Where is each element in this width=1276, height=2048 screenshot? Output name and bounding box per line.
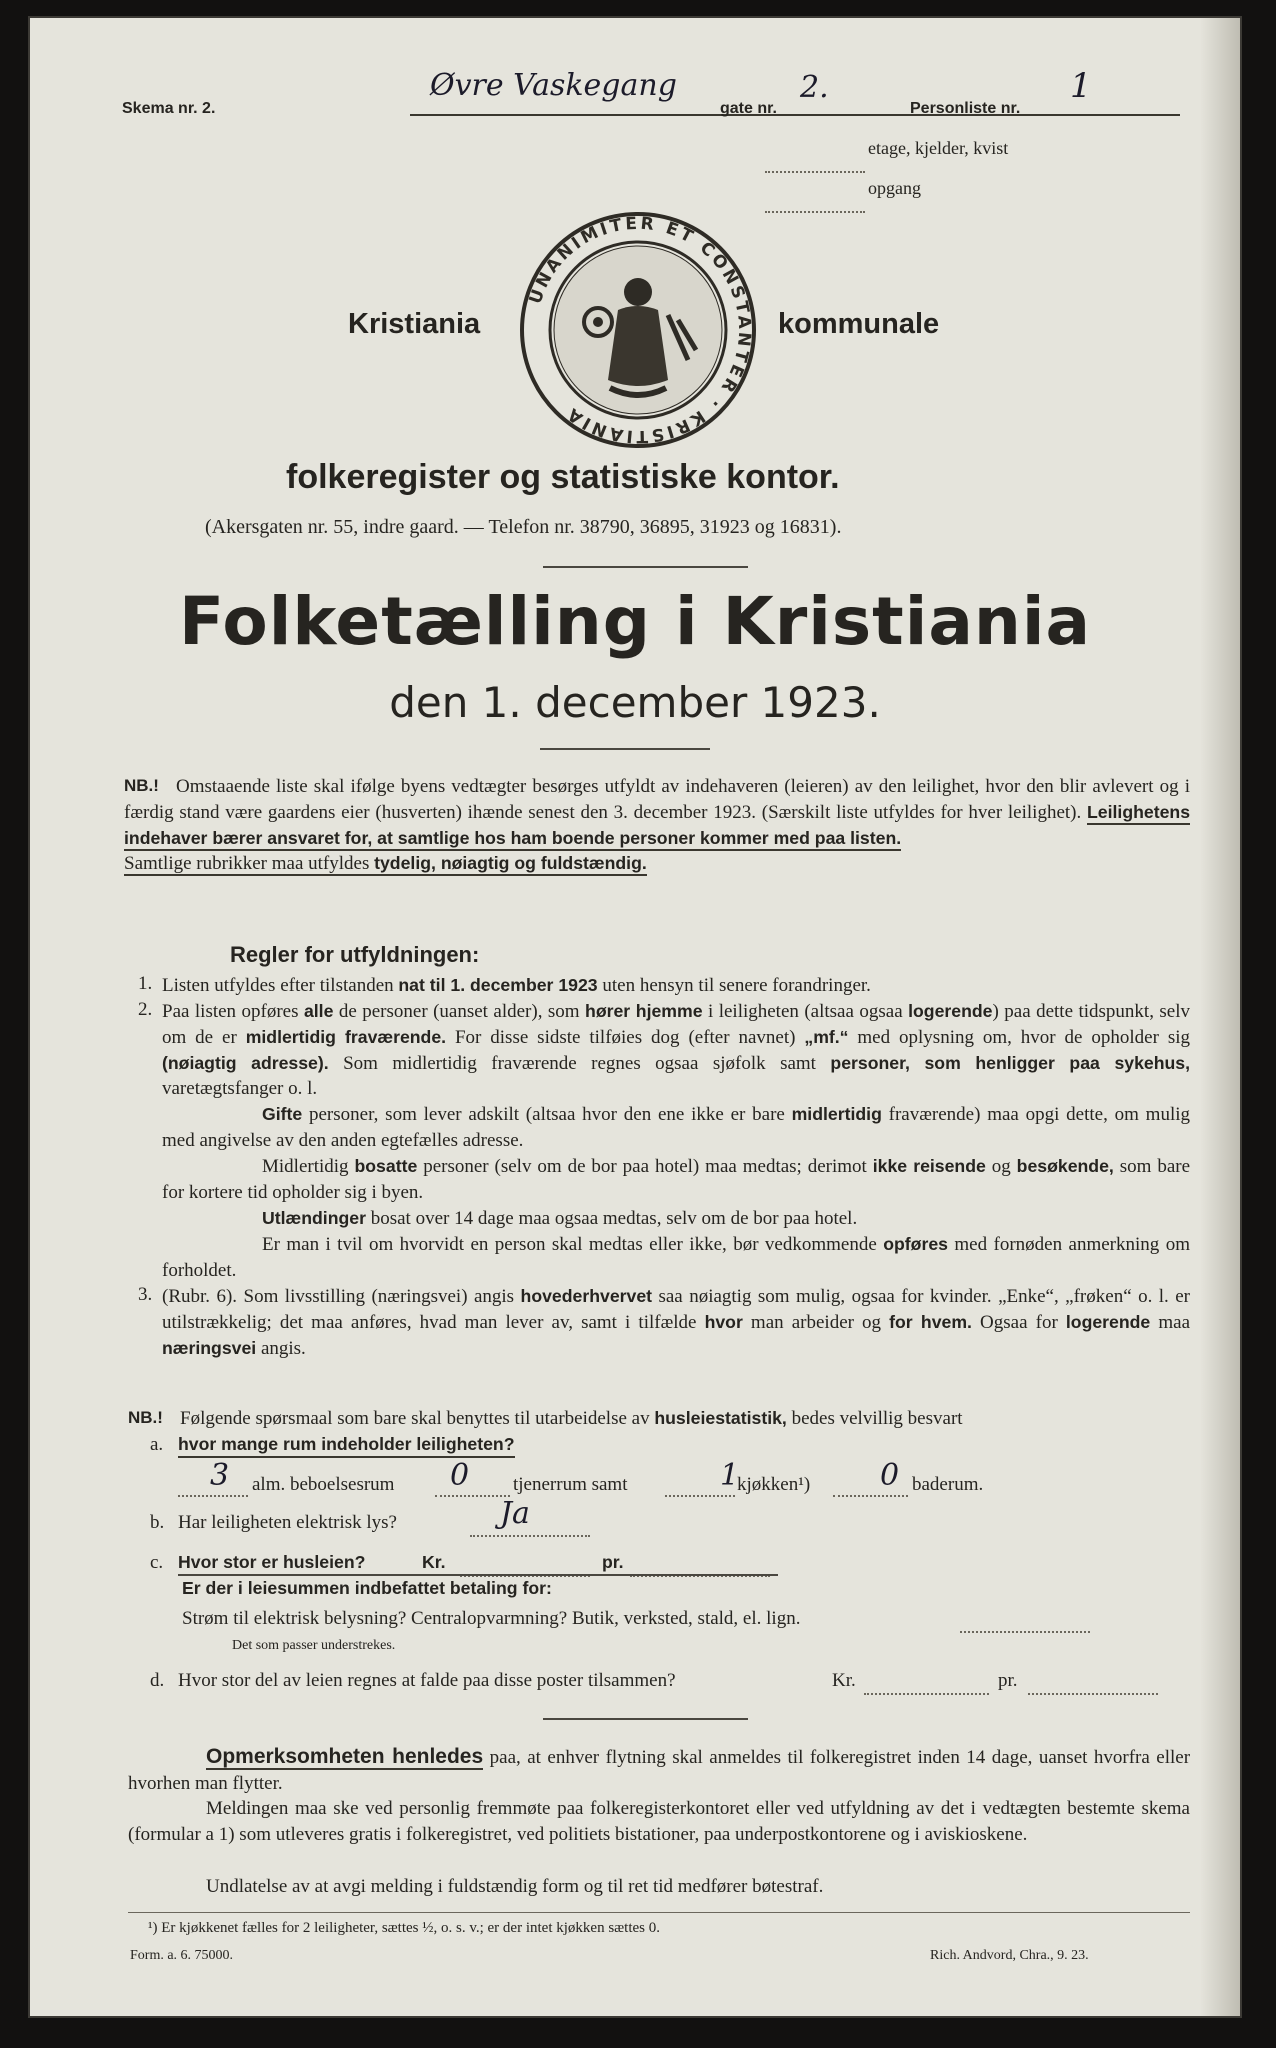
bath-label: baderum. [912,1474,984,1495]
census-form-sheet [30,18,1240,2016]
gate-label: gate nr. [720,100,777,117]
share-period-field[interactable] [1028,1682,1158,1700]
servant-rooms-value-handwritten: 0 [450,1458,470,1493]
seal-text: UNANIMITER ET CONSTANTER · KRISTIANIA [525,213,755,447]
street-name-handwritten: Øvre Vaskegang [430,68,677,103]
question-b: Har leiligheten elektrisk lys? [178,1512,397,1533]
question-c-sub: Er der i leiesummen indbefattet betaling for: [182,1578,552,1598]
question-a: hvor mange rum indeholder leiligheten? [178,1434,515,1458]
rule-2: Paa listen opføres alle de personer (uanset alder), som hører hjemme i leiligheten (altsaa ogsaa logerende) paa dette tidspunkt, selv om de er midlertidig fraværende. For disse sidste tilføies dog (efter navnet) „mf.“ med oplysning om, hvor de opholder sig (nøiagtig adresse). Som midlertidig fraværende regnes ogsaa sjøfolk samt personer, som henligger paa sykehus, varetægtsfanger o. l. [162,1001,1191,1100]
rule-2-tvil: Er man i tvil om hvorvidt en person skal medtas eller ikke, bør vedkommende opføres med fornøden anmerkning om forholdet. [162,1234,1190,1281]
office-name: folkeregister og statistiske kontor. [286,458,840,496]
question-c-note: Det som passer understrekes. [232,1638,396,1653]
notice-paragraph-3: Undlatelse av at avgi melding i fuldstændig form og til ret tid medfører bøtestraf. [206,1876,824,1897]
rule-2-utlaendinger: Utlændinger bosat over 14 dage maa ogsaa medtas, selv om de bor paa hotel. [262,1208,858,1229]
nb2-text: Følgende spørsmaal som bare skal benyttes til utarbeidelse av husleiestatistik, bedes velvillig besvart [180,1408,963,1429]
question-d: Hvor stor del av leien regnes at falde paa disse poster tilsammen? [178,1670,676,1691]
servant-rooms-field[interactable] [435,1484,510,1502]
electric-light-value-handwritten: Ja [500,1496,530,1531]
notice-paragraph-1: Opmerksomheten henledes paa, at enhver flytning skal anmeldes til folkeregistret inden 14 dage, uanset hvorfra eller hvorhen man flytter. [128,1745,1191,1794]
rooms-value-handwritten: 3 [210,1458,230,1493]
share-kr-label: Kr. [832,1670,856,1691]
kitchen-value-handwritten: 1 [720,1458,740,1493]
etage-label: etage, kjelder, kvist [868,138,1009,158]
share-amount-field[interactable] [864,1682,989,1700]
rent-period-field[interactable] [630,1564,770,1582]
question-a-letter: a. [150,1434,164,1455]
city-seal-icon [518,210,758,450]
census-date: den 1. december 1923. [389,678,881,727]
rule-2-midlertidig: Midlertidig bosatte personer (selv om de bor paa hotel) maa medtas; derimot ikke reisende og besøkende, som bare for kortere tid opholder sig i byen. [162,1156,1191,1203]
rules-heading: Regler for utfyldningen: [230,942,480,967]
other-items-field[interactable] [960,1620,1090,1638]
notice-paragraph-2: Meldingen maa ske ved personlig fremmøte paa folkeregisterkontoret eller ved utfyldning av det i vedtægten bestemte skema (formular a 1) som utleveres gratis i folkeregistret, ved politiets bistationer, paa underpostkontorene og i aviskioskene. [128,1798,1190,1845]
printer-mark: Rich. Andvord, Chra., 9. 23. [930,1948,1089,1963]
question-c-items: Strøm til elektrisk belysning? Centralopvarmning? Butik, verksted, stald, el. lign. [182,1608,801,1629]
question-c-letter: c. [150,1552,164,1573]
rule-3-number: 3. [138,1284,153,1305]
nb1-paragraph: Omstaaende liste skal ifølge byens vedtægter besørges utfyldt av indehaveren (leieren) av den leilighet, hvor den blir avlevert og i færdig stand være gaardens eier (husverten) ihænde senest den 3. december 1923. (Særskilt liste utfyldes for hver leilighet). Leilighetens indehaver bærer ansvaret for, at samtlige hos ham boende personer kommer med paa listen. Samtlige rubrikker maa utfyldes tydelig, nøiagtig og fuldstændig. [124,776,1191,875]
rent-pr-label: pr. [602,1552,624,1572]
servant-rooms-label: tjenerrum samt [513,1474,628,1495]
divider [540,748,710,750]
rule-2-gifte: Gifte personer, som lever adskilt (altsaa hvor den ene ikke er bare midlertidig fraværende) maa opgi dette, om mulig med angivelse av den anden egtefælles adresse. [162,1104,1191,1151]
divider [543,1718,748,1720]
rule-1: Listen utfyldes efter tilstanden nat til 1. december 1923 uten hensyn til senere forandringer. [162,975,871,996]
rule-1-number: 1. [138,973,153,994]
skema-number: Skema nr. 2. [122,100,216,117]
rule-2-number: 2. [138,999,153,1020]
rooms-label: alm. beboelsesrum [252,1474,395,1495]
kitchen-label: kjøkken¹) [737,1474,811,1495]
divider [128,1912,1190,1913]
question-d-letter: d. [150,1670,165,1691]
etage-dots [765,160,865,178]
form-number: Form. a. 6. 75000. [130,1948,234,1963]
gate-number-handwritten: 2. [800,70,829,105]
opgang-dots [765,200,865,218]
personliste-label: Personliste nr. [910,100,1021,117]
kommunale-label: kommunale [778,308,940,340]
rent-kr-label: Kr. [422,1552,446,1572]
nb2-label: NB.! [128,1408,163,1427]
nb-label: NB.! [124,776,159,795]
electric-light-field[interactable] [470,1524,590,1542]
personliste-number-handwritten: 1 [1070,66,1092,106]
question-b-letter: b. [150,1512,165,1533]
city-name: Kristiania [348,308,481,340]
question-c: Hvor stor er husleien? [178,1552,366,1572]
census-title: Folketælling i Kristiania [178,583,1092,660]
divider [178,1574,778,1576]
footnote: ¹) Er kjøkkenet fælles for 2 leiligheter, sættes ½, o. s. v.; er der intet kjøkken sættes 0. [148,1920,660,1936]
opgang-label: opgang [868,178,921,198]
office-address: (Akersgaten nr. 55, indre gaard. — Telefon nr. 38790, 36895, 31923 og 16831). [205,516,842,538]
share-pr-label: pr. [998,1670,1018,1691]
divider [543,566,748,568]
rule-3: (Rubr. 6). Som livsstilling (næringsvei) angis hovederhvervet saa nøiagtig som mulig, ogsaa for kvinder. „Enke“, „frøken“ o. l. er utilstrækkelig; det maa anføres, hvad man lever av, samt i tilfælde hvor man arbeider og for hvem. Ogsaa for logerende maa næringsvei angis. [162,1286,1191,1359]
bath-value-handwritten: 0 [880,1458,900,1493]
